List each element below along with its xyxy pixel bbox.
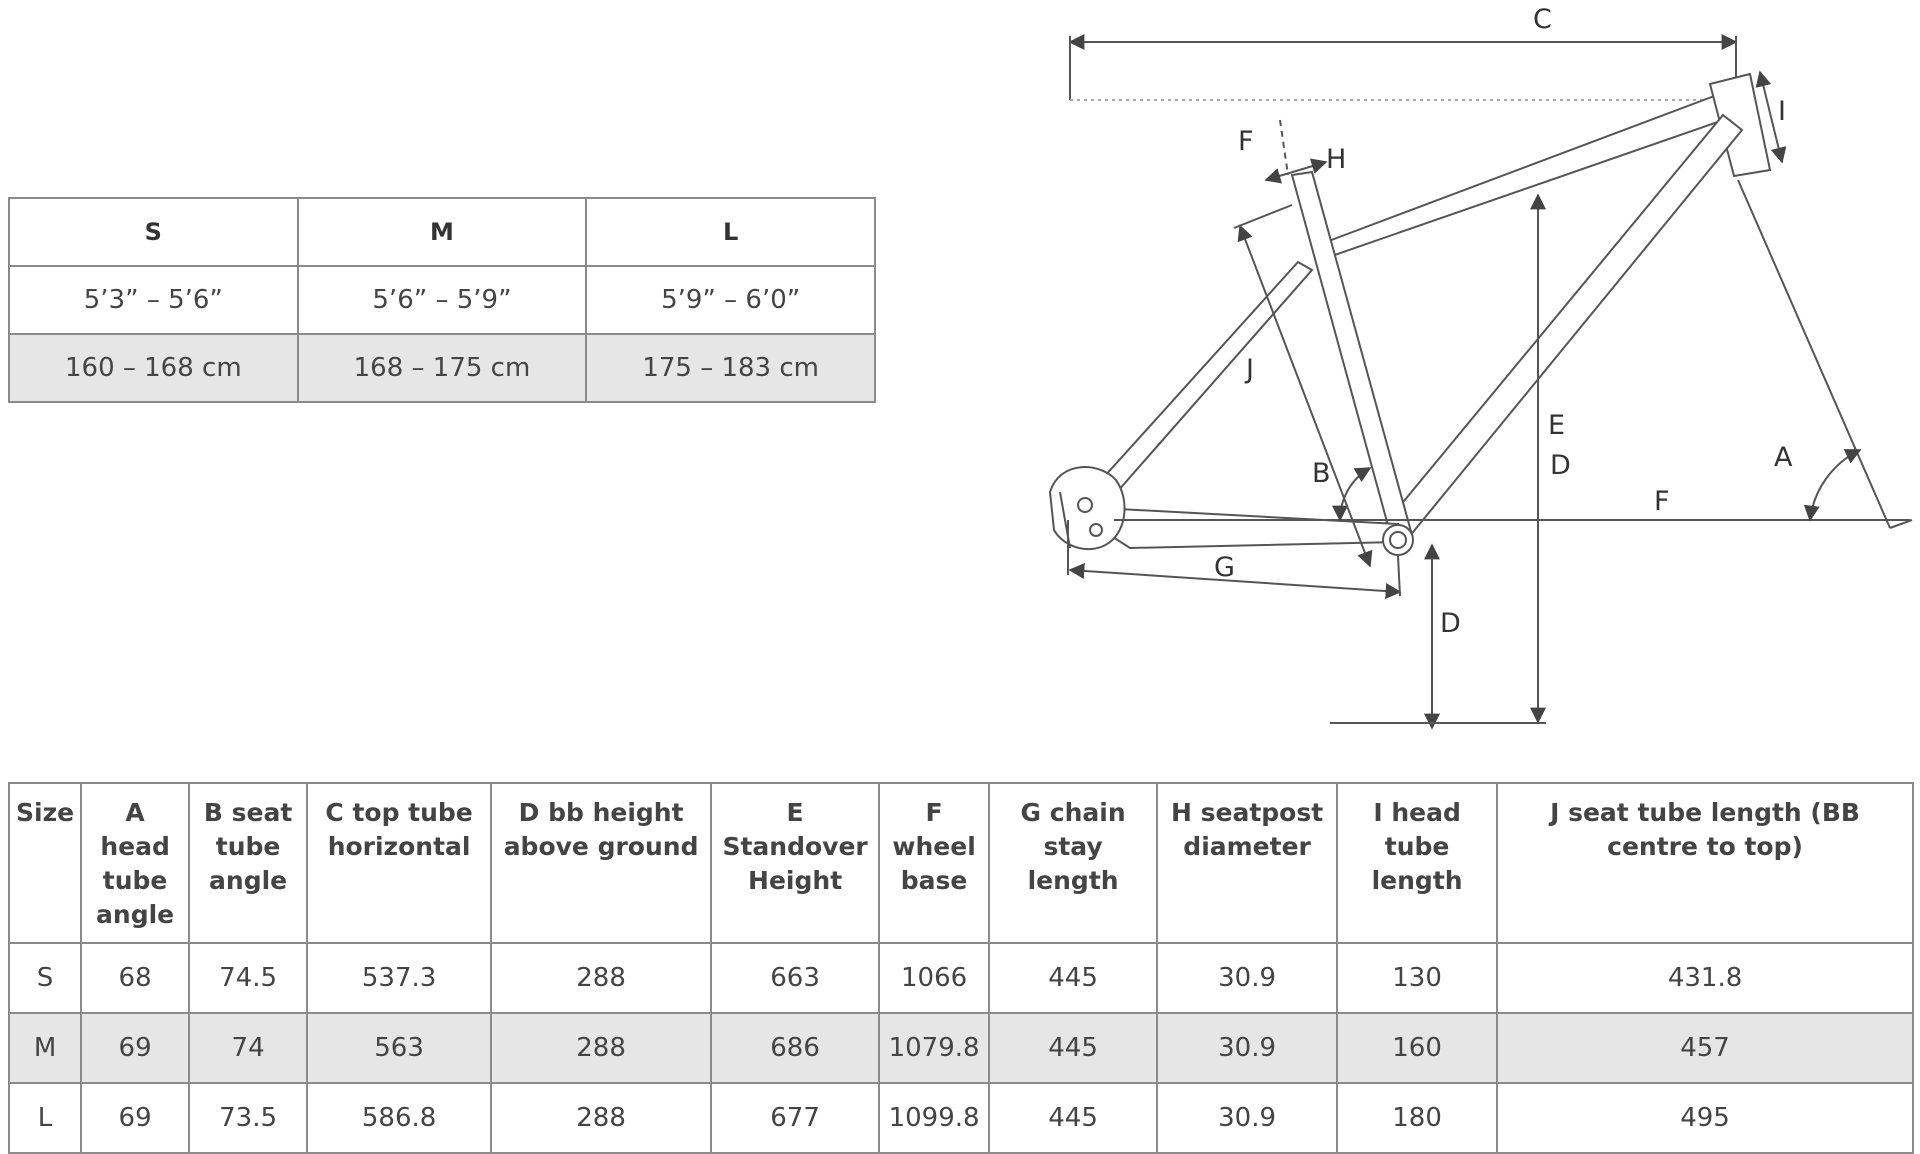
- label-h: H: [1326, 144, 1347, 175]
- geometry-value-cell: 69: [81, 1083, 189, 1153]
- geometry-value-cell: 30.9: [1157, 1013, 1337, 1083]
- label-f-wheelbase: F: [1654, 486, 1670, 517]
- geometry-size-cell: M: [9, 1013, 81, 1083]
- seatpost-dashed: [1280, 120, 1288, 175]
- label-d-lower: D: [1440, 608, 1461, 639]
- size-header-s: S: [9, 198, 298, 266]
- geometry-value-cell: 445: [989, 1083, 1157, 1153]
- geometry-value-cell: 563: [307, 1013, 491, 1083]
- geometry-header-j: J seat tube length (BB centre to top): [1497, 783, 1913, 943]
- geometry-value-cell: 68: [81, 943, 189, 1013]
- label-e: E: [1548, 410, 1566, 441]
- geometry-value-cell: 431.8: [1497, 943, 1913, 1013]
- label-j: J: [1246, 354, 1254, 385]
- head-tube-axis-line: [1738, 180, 1890, 528]
- geometry-value-cell: 1079.8: [879, 1013, 989, 1083]
- geometry-header-h: H seatpost diameter: [1157, 783, 1337, 943]
- geometry-value-cell: 69: [81, 1013, 189, 1083]
- geometry-value-cell: 1066: [879, 943, 989, 1013]
- geometry-value-cell: 445: [989, 943, 1157, 1013]
- geometry-row: [9, 1013, 1913, 1083]
- geometry-value-cell: 160: [1337, 1013, 1497, 1083]
- size-chart-cell: 168 – 175 cm: [298, 334, 587, 402]
- geometry-header-row: [9, 783, 1913, 943]
- size-chart-row-imperial: [9, 266, 875, 334]
- dimension-j-ext: [1234, 205, 1292, 228]
- size-chart-cell: 160 – 168 cm: [9, 334, 298, 402]
- dimension-g-line: [1070, 570, 1400, 592]
- head-angle-arc: [1810, 450, 1860, 520]
- geometry-value-cell: 74.5: [189, 943, 307, 1013]
- geometry-header-g: G chain stay length: [989, 783, 1157, 943]
- geometry-value-cell: 73.5: [189, 1083, 307, 1153]
- geometry-value-cell: 586.8: [307, 1083, 491, 1153]
- geometry-value-cell: 74: [189, 1013, 307, 1083]
- label-i: I: [1778, 96, 1786, 127]
- geometry-value-cell: 537.3: [307, 943, 491, 1013]
- geometry-table: [8, 782, 1914, 1154]
- geometry-value-cell: 288: [491, 1013, 711, 1083]
- ground-tick: [1890, 520, 1912, 528]
- label-g: G: [1214, 552, 1235, 583]
- geometry-value-cell: 495: [1497, 1083, 1913, 1153]
- label-f-top: F: [1238, 126, 1254, 157]
- frame-geometry-diagram: [1030, 0, 1920, 740]
- label-b: B: [1312, 458, 1331, 489]
- label-a: A: [1774, 442, 1793, 473]
- geometry-header-d: D bb height above ground: [491, 783, 711, 943]
- geometry-header-size: Size: [9, 783, 81, 943]
- label-c: C: [1533, 4, 1552, 35]
- geometry-header-f: F wheel base: [879, 783, 989, 943]
- size-chart-cell: 175 – 183 cm: [586, 334, 875, 402]
- size-header-m: M: [298, 198, 587, 266]
- size-chart-cell: 5’9” – 6’0”: [586, 266, 875, 334]
- geometry-value-cell: 663: [711, 943, 879, 1013]
- geometry-size-cell: S: [9, 943, 81, 1013]
- seat-stay: [1094, 262, 1312, 500]
- geometry-value-cell: 288: [491, 1083, 711, 1153]
- geometry-value-cell: 445: [989, 1013, 1157, 1083]
- geometry-header-a: A head tube angle: [81, 783, 189, 943]
- geometry-value-cell: 288: [491, 943, 711, 1013]
- size-chart-table: [8, 197, 876, 403]
- geometry-value-cell: 457: [1497, 1013, 1913, 1083]
- size-chart-header-row: [9, 198, 875, 266]
- size-chart-cell: 5’3” – 5’6”: [9, 266, 298, 334]
- geometry-header-e: E Standover Height: [711, 783, 879, 943]
- seat-angle-arc: [1340, 468, 1370, 520]
- geometry-header-b: B seat tube angle: [189, 783, 307, 943]
- chain-stay: [1100, 508, 1398, 548]
- geometry-row: [9, 1083, 1913, 1153]
- geometry-value-cell: 1099.8: [879, 1083, 989, 1153]
- bottom-bracket: [1383, 525, 1413, 555]
- geometry-size-cell: L: [9, 1083, 81, 1153]
- size-chart-cell: 5’6” – 5’9”: [298, 266, 587, 334]
- size-chart-row-metric: [9, 334, 875, 402]
- geometry-header-i: I head tube length: [1337, 783, 1497, 943]
- size-header-l: L: [586, 198, 875, 266]
- dimension-g-ext-right: [1398, 556, 1400, 596]
- geometry-value-cell: 677: [711, 1083, 879, 1153]
- geometry-value-cell: 180: [1337, 1083, 1497, 1153]
- rear-dropout: [1050, 467, 1125, 549]
- geometry-value-cell: 30.9: [1157, 943, 1337, 1013]
- geometry-value-cell: 30.9: [1157, 1083, 1337, 1153]
- label-d-upper: D: [1550, 450, 1571, 481]
- geometry-header-c: C top tube horizontal: [307, 783, 491, 943]
- down-tube: [1380, 115, 1742, 548]
- geometry-value-cell: 130: [1337, 943, 1497, 1013]
- geometry-row: [9, 943, 1913, 1013]
- geometry-value-cell: 686: [711, 1013, 879, 1083]
